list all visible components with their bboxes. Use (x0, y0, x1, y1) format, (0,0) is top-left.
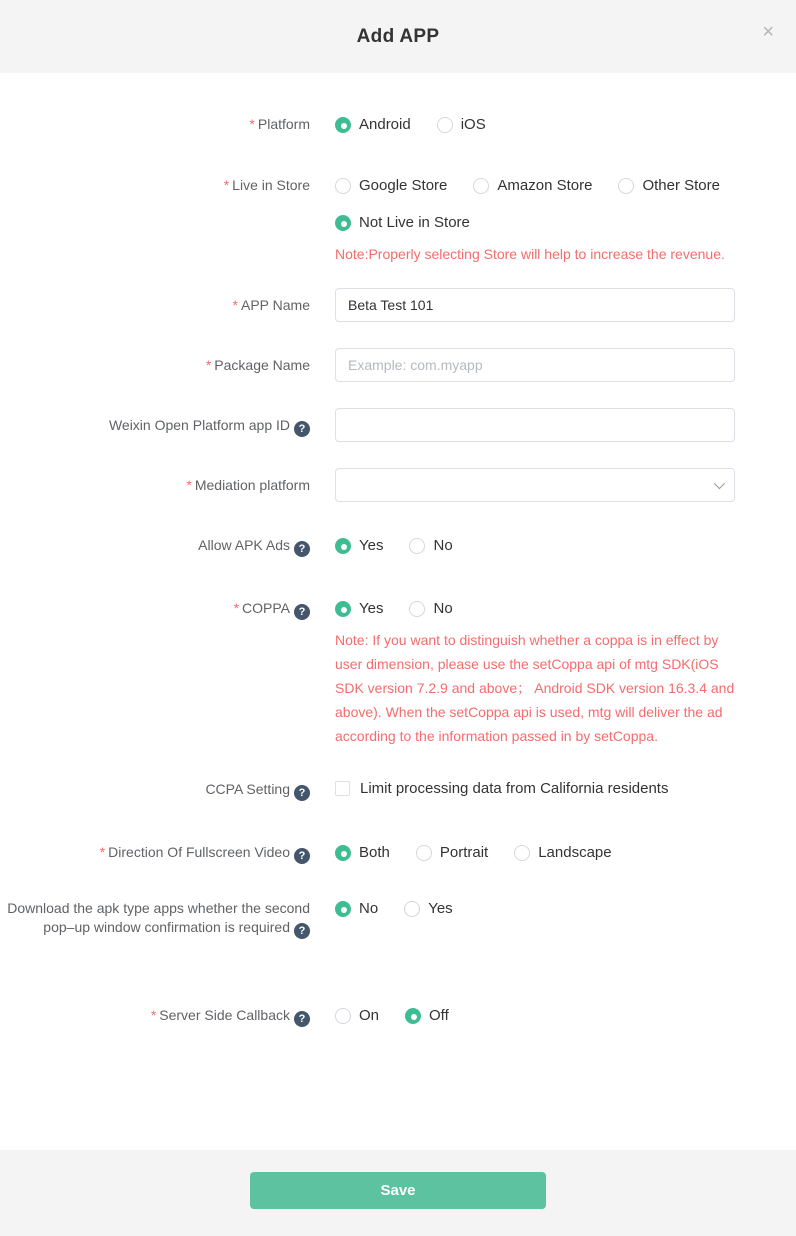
package-name-input[interactable] (335, 348, 735, 382)
form-row-coppa (0, 599, 796, 748)
radio-icon (473, 178, 489, 194)
form-row-allow-apk-ads (0, 536, 796, 557)
radio-google-store[interactable]: Google Store (335, 177, 447, 194)
form-row-app-name (0, 288, 796, 322)
radio-coppa-yes[interactable]: Yes (335, 600, 383, 617)
radio-ios[interactable]: iOS (437, 116, 486, 133)
allow-apk-ads-label: Allow APK Ads ? (0, 536, 310, 557)
required-asterisk: * (205, 357, 212, 373)
form-row-package-name (0, 348, 796, 382)
weixin-app-id-label: Weixin Open Platform app ID ? (0, 408, 310, 442)
close-icon[interactable]: × (762, 21, 774, 43)
radio-icon (409, 601, 425, 617)
radio-icon (335, 901, 351, 917)
help-icon[interactable]: ? (294, 604, 310, 620)
radio-icon (335, 538, 351, 554)
radio-icon (416, 845, 432, 861)
help-icon[interactable]: ? (294, 541, 310, 557)
chevron-down-icon (714, 478, 725, 489)
add-app-form (0, 73, 796, 1150)
ccpa-checkbox[interactable]: Limit processing data from California residents (335, 780, 668, 797)
form-row-weixin-app-id (0, 408, 796, 442)
mediation-platform-label: * Mediation platform (186, 477, 310, 493)
radio-coppa-no[interactable]: No (409, 600, 452, 617)
required-asterisk: * (232, 297, 238, 313)
form-row-apk-confirm (0, 899, 796, 939)
required-asterisk: * (233, 600, 240, 616)
weixin-app-id-input[interactable] (335, 408, 735, 442)
radio-icon (514, 845, 530, 861)
server-callback-label: * Server Side Callback ? (0, 1006, 310, 1027)
radio-icon (335, 1008, 351, 1024)
required-asterisk: * (223, 177, 230, 193)
radio-icon (335, 117, 351, 133)
radio-apk-confirm-no[interactable]: No (335, 900, 378, 917)
radio-android[interactable]: Android (335, 116, 411, 133)
package-name-label: * Package Name (205, 357, 310, 373)
app-name-input[interactable] (335, 288, 735, 322)
required-asterisk: * (99, 844, 106, 860)
radio-icon (405, 1008, 421, 1024)
radio-allow-apk-yes[interactable]: Yes (335, 537, 383, 554)
radio-not-live-in-store[interactable]: Not Live in Store (335, 214, 470, 231)
radio-icon (335, 178, 351, 194)
radio-callback-on[interactable]: On (335, 1007, 379, 1024)
radio-direction-both[interactable]: Both (335, 844, 390, 861)
save-button[interactable]: Save (250, 1172, 546, 1209)
radio-allow-apk-no[interactable]: No (409, 537, 452, 554)
live-in-store-label: * Live in Store (223, 177, 310, 193)
checkbox-icon (335, 781, 350, 796)
radio-direction-landscape[interactable]: Landscape (514, 844, 611, 861)
help-icon[interactable]: ? (294, 1011, 310, 1027)
form-row-ccpa-setting (0, 780, 796, 801)
mediation-platform-select[interactable] (335, 468, 735, 502)
direction-label: * Direction Of Fullscreen Video ? (0, 843, 310, 864)
coppa-note: Note: If you want to distinguish whether a coppa is in effect by user dimension, please use the setCoppa api of mtg SDK(iOS SDK version 7.2.9 and above； Android SDK version 16.3.4 and above). When the setCoppa api is used, mtg will deliver the ad according to the information passed in by setCoppa. (335, 632, 735, 744)
modal-footer (0, 1150, 796, 1236)
required-asterisk: * (186, 477, 192, 493)
form-row-live-in-store (0, 176, 796, 266)
radio-apk-confirm-yes[interactable]: Yes (404, 900, 452, 917)
app-name-label: * APP Name (232, 297, 310, 313)
help-icon[interactable]: ? (294, 848, 310, 864)
apk-confirm-label: Download the apk type apps whether the second pop–up window confirmation is required ? (7, 900, 310, 937)
platform-label: * Platform (249, 116, 310, 132)
required-asterisk: * (150, 1007, 157, 1023)
help-icon[interactable]: ? (294, 923, 310, 939)
form-row-platform (0, 115, 796, 134)
radio-direction-portrait[interactable]: Portrait (416, 844, 488, 861)
page-title: Add APP (356, 25, 440, 47)
radio-icon (335, 215, 351, 231)
form-row-server-callback (0, 1006, 796, 1027)
radio-icon (404, 901, 420, 917)
radio-icon (335, 845, 351, 861)
ccpa-setting-label: CCPA Setting ? (0, 780, 310, 801)
help-icon[interactable]: ? (294, 421, 310, 437)
modal-header (0, 0, 796, 73)
radio-icon (409, 538, 425, 554)
form-row-mediation-platform (0, 468, 796, 502)
radio-callback-off[interactable]: Off (405, 1007, 449, 1024)
radio-icon (618, 178, 634, 194)
form-row-direction (0, 843, 796, 864)
radio-icon (437, 117, 453, 133)
store-note: Note:Properly selecting Store will help to increase the revenue. (335, 246, 725, 262)
help-icon[interactable]: ? (294, 785, 310, 801)
radio-other-store[interactable]: Other Store (618, 177, 720, 194)
radio-amazon-store[interactable]: Amazon Store (473, 177, 592, 194)
radio-icon (335, 601, 351, 617)
required-asterisk: * (249, 116, 255, 132)
coppa-label: * COPPA ? (0, 599, 310, 620)
